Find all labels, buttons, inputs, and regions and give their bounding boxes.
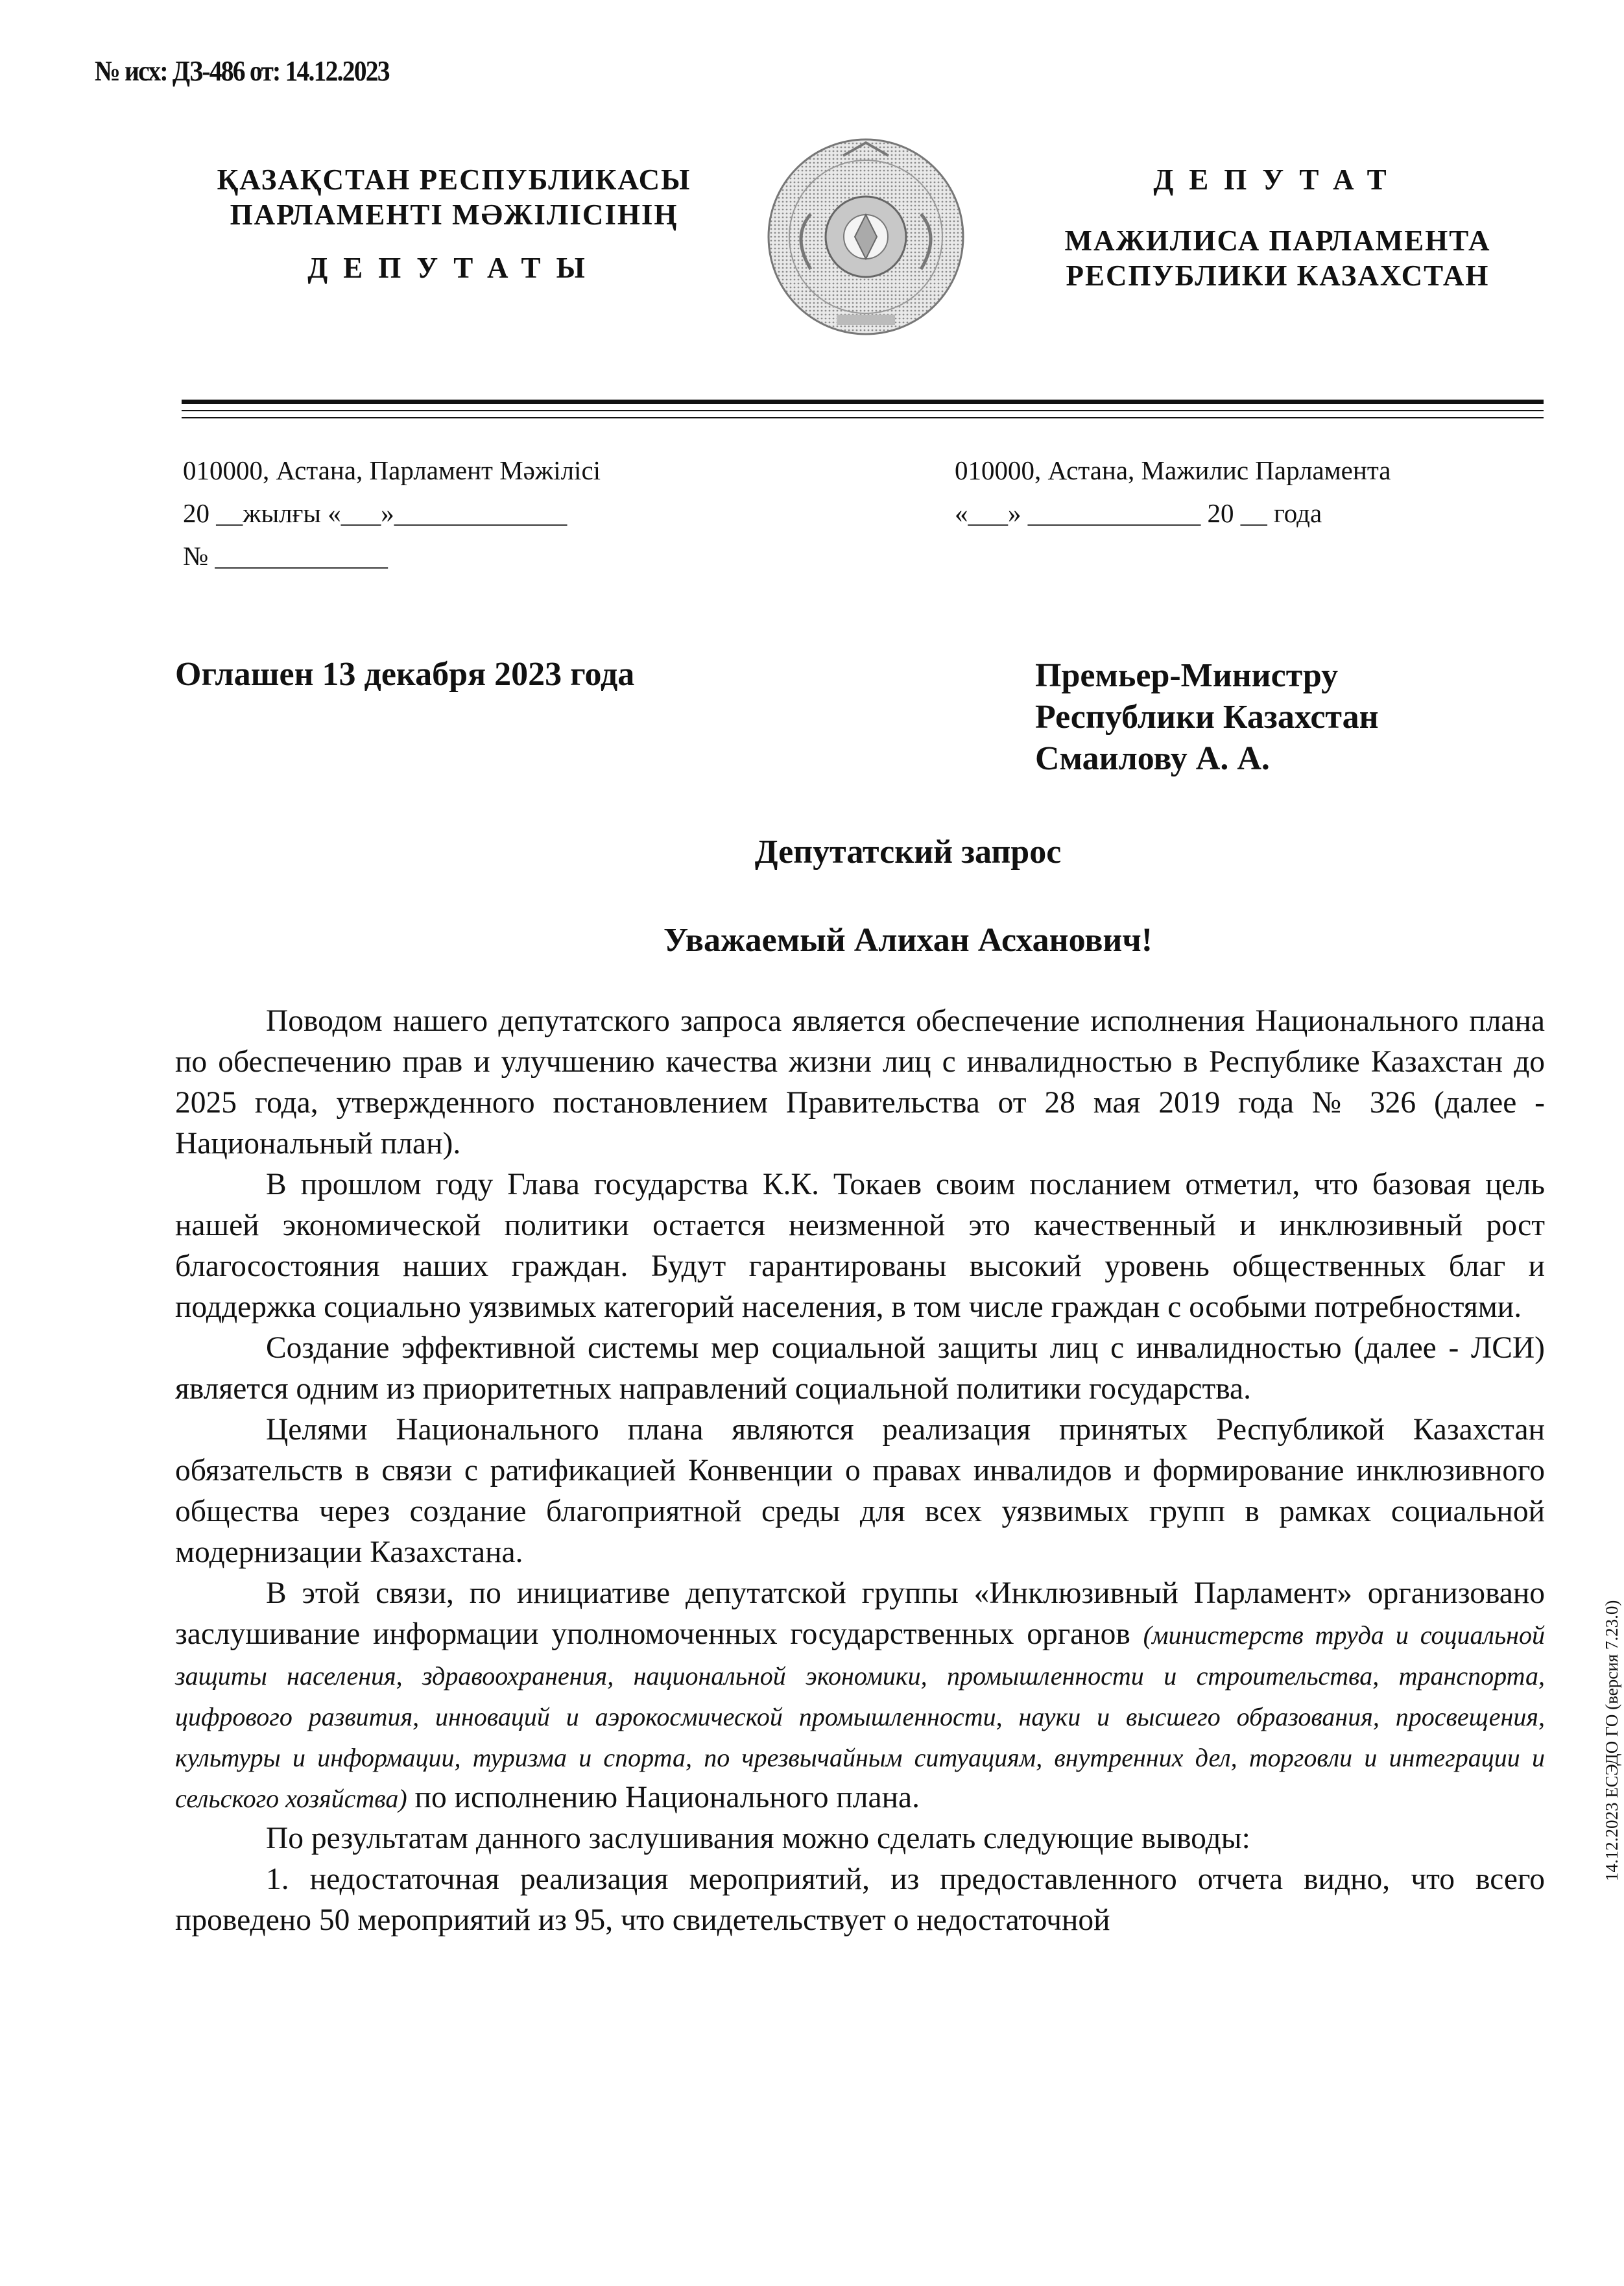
salutation: Уважаемый Алихан Асханович! bbox=[663, 922, 1153, 959]
header-right-russian bbox=[1012, 162, 1544, 293]
address-block-right bbox=[955, 449, 1391, 535]
letter-body bbox=[175, 1001, 1545, 1941]
addressee-block bbox=[1035, 655, 1379, 780]
address-right-line2: «___» _____________ 20 __ года bbox=[955, 498, 1322, 528]
address-right-line1: 010000, Астана, Мажилис Парламента bbox=[955, 455, 1391, 485]
address-left-line2: 20 __жылғы «___»_____________ bbox=[183, 498, 567, 528]
paragraph-4: Целями Национального плана являются реализация принятых Республикой Казахстан обязательств в связи с ратификацией Конвенции о правах инвалидов и формирование инклюзивного общества через создание благоприятной среды для всех уязвимых групп в рамках социальной модернизации Казахстана. bbox=[175, 1413, 1545, 1569]
addressee-line3: Смаилову А. А. bbox=[1035, 740, 1270, 777]
header-right-line1: ДЕПУТАТ bbox=[1153, 163, 1402, 196]
paragraph-7: 1. недостаточная реализация мероприятий, из предоставленного отчета видно, что всего проведено 50 мероприятий из 95, что свидетельствует о недостаточной bbox=[175, 1862, 1545, 1937]
addressee-line2: Республики Казахстан bbox=[1035, 699, 1379, 736]
header-divider-thin-2 bbox=[182, 417, 1544, 418]
outgoing-number-stamp: № исх: ДЗ-486 от: 14.12.2023 bbox=[95, 55, 389, 87]
document-title: Депутатский запрос bbox=[754, 834, 1062, 871]
header-divider-thick bbox=[182, 400, 1544, 404]
paragraph-3: Создание эффективной системы мер социальной защиты лиц с инвалидностью (далее - ЛСИ) является одним из приоритетных направлений социальной политики государства. bbox=[175, 1331, 1545, 1406]
addressee-line1: Премьер-Министру bbox=[1035, 657, 1339, 694]
paragraph-5 bbox=[175, 1573, 1545, 1818]
announced-date: Оглашен 13 декабря 2023 года bbox=[175, 656, 635, 693]
address-left-line3: № _____________ bbox=[183, 541, 388, 571]
paragraph-1: Поводом нашего депутатского запроса является обеспечение исполнения Национального плана по обеспечению прав и улучшению качества жизни лиц с инвалидностью в Республике Казахстан до 2025 года, утвержденного постановлением Правительства от 28 мая 2019 года № 326 (далее - Национальный план). bbox=[175, 1004, 1545, 1161]
ministries-list: (министерств труда и социальной защиты населения, здравоохранения, национальной экономики, промышленности и строительства, транспорта, цифрового развития, инноваций и аэрокосмической промышленности, науки и высшего образования, просвещения, культуры и информации, туризма и спорта, по чрезвычайным ситуациям, внутренних дел, торговли и интеграции и сельского хозяйства) bbox=[175, 1620, 1545, 1813]
address-block-left bbox=[183, 449, 601, 577]
header-divider-thin bbox=[182, 410, 1544, 411]
header-left-line3: ДЕПУТАТЫ bbox=[307, 252, 601, 284]
header-right-line3: РЕСПУБЛИКИ КАЗАХСТАН bbox=[1066, 259, 1490, 292]
paragraph-6: По результатам данного заслушивания можно сделать следующие выводы: bbox=[266, 1822, 1250, 1855]
side-registration-note: 14.12.2023 ЕСЭДО ГО (версия 7.23.0) bbox=[1602, 1600, 1621, 1881]
header-left-kazakh bbox=[175, 162, 733, 285]
state-emblem-icon bbox=[765, 130, 966, 344]
paragraph-2: В прошлом году Глава государства К.К. Токаев своим посланием отметил, что базовая цель нашей экономической политики остается неизменной это качественный и инклюзивный рост благосостояния наших граждан. Будут гарантированы высокий уровень общественных благ и поддержка социально уязвимых категорий населения, в том числе граждан с особыми потребностями. bbox=[175, 1168, 1545, 1324]
header-left-line1: ҚАЗАҚСТАН РЕСПУБЛИКАСЫ bbox=[217, 163, 691, 196]
paragraph-5-start: В этой связи, по инициативе депутатской группы «Инклюзивный Парламент» организовано заслушивание информации уполномоченных государственных органов bbox=[175, 1576, 1545, 1651]
paragraph-5-end: по исполнению Национального плана. bbox=[407, 1781, 920, 1814]
header-right-line2: МАЖИЛИСА ПАРЛАМЕНТА bbox=[1064, 224, 1491, 257]
address-left-line1: 010000, Астана, Парламент Мәжілісі bbox=[183, 455, 601, 485]
header-left-line2: ПАРЛАМЕНТІ МӘЖІЛІСІНІҢ bbox=[230, 199, 678, 231]
